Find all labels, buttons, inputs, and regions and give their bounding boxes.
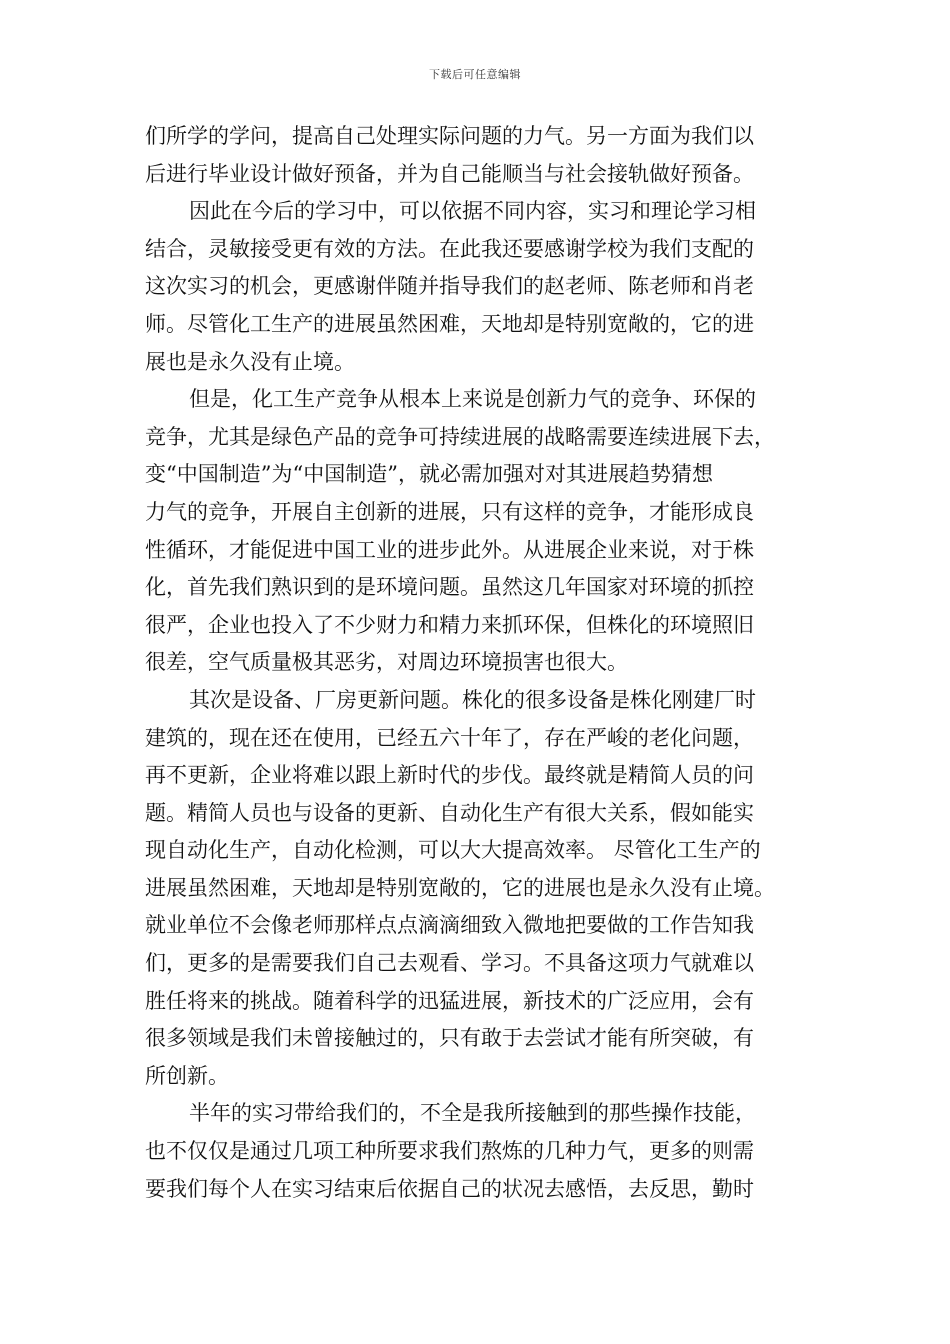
- text-line: 现自动化生产，自动化检测，可以大大提高效率。 尽管化工生产的: [145, 838, 761, 863]
- text-line: 展也是永久没有止境。: [145, 349, 355, 374]
- text-line: 要我们每个人在实习结束后依据自己的状况去感悟，去反思，勤时: [145, 1176, 754, 1201]
- paragraph-start-line: 因此在今后的学习中，可以依据不同内容，实习和理论学习相: [189, 199, 756, 224]
- text-line: 结合，灵敏接受更有效的方法。在此我还要感谢学校为我们支配的: [145, 236, 754, 261]
- text-line: 很严，企业也投入了不少财力和精力来抓环保，但株化的环境照旧: [145, 612, 754, 637]
- text-line: 们，更多的是需要我们自己去观看、学习。不具备这项力气就难以: [145, 951, 754, 976]
- paragraph-start-line: 但是，化工生产竞争从根本上来说是创新力气的竞争、环保的: [189, 387, 756, 412]
- page-header: 下载后可任意编辑: [429, 68, 521, 81]
- text-line: 力气的竞争，开展自主创新的进展，只有这样的竞争，才能形成良: [145, 499, 754, 524]
- text-line: 化，首先我们熟识到的是环境问题。虽然这几年国家对环境的抓控: [145, 575, 754, 600]
- text-line: 们所学的学问，提高自己处理实际问题的力气。另一方面为我们以: [145, 124, 754, 148]
- text-line: 进展虽然困难，天地却是特别宽敞的，它的进展也是永久没有止境。: [145, 875, 775, 900]
- text-line: 就业单位不会像老师那样点点滴滴细致入微地把要做的工作告知我: [145, 913, 754, 938]
- text-line: 竞争，尤其是绿色产品的竞争可持续进展的战略需要连续进展下去，: [145, 424, 775, 449]
- paragraph-start-line: 半年的实习带给我们的，不全是我所接触到的那些操作技能，: [189, 1101, 756, 1126]
- text-line: 题。精简人员也与设备的更新、自动化生产有很大关系，假如能实: [145, 800, 754, 825]
- text-line: 胜任将来的挑战。随着科学的迅猛进展，新技术的广泛应用，会有: [145, 988, 754, 1013]
- text-line: 也不仅仅是通过几项工种所要求我们熬炼的几种力气，更多的则需: [145, 1139, 754, 1164]
- text-line: 这次实习的机会，更感谢伴随并指导我们的赵老师、陈老师和肖老: [145, 274, 754, 299]
- text-line: 变“中国制造”为“中国制造”，就必需加强对对其进展趋势猜想: [145, 462, 713, 487]
- paragraph-start-line: 其次是设备、厂房更新问题。株化的很多设备是株化刚建厂时: [189, 687, 756, 712]
- body-text: [145, 118, 810, 1208]
- text-line: 很多领域是我们未曾接触过的，只有敢于去尝试才能有所突破，有: [145, 1026, 754, 1051]
- text-line: 性循环，才能促进中国工业的进步此外。从进展企业来说，对于株: [145, 537, 754, 562]
- text-line: 后进行毕业设计做好预备，并为自己能顺当与社会接轨做好预备。: [145, 161, 754, 186]
- text-line: 再不更新，企业将难以跟上新时代的步伐。最终就是精简人员的问: [145, 763, 754, 788]
- text-line: 所创新。: [145, 1063, 229, 1088]
- text-line: 很差，空气质量极其恶劣，对周边环境损害也很大。: [145, 650, 628, 675]
- text-line: 师。尽管化工生产的进展虽然困难，天地却是特别宽敞的，它的进: [145, 311, 754, 336]
- text-line: 建筑的，现在还在使用，已经五六十年了，存在严峻的老化问题，: [145, 725, 754, 750]
